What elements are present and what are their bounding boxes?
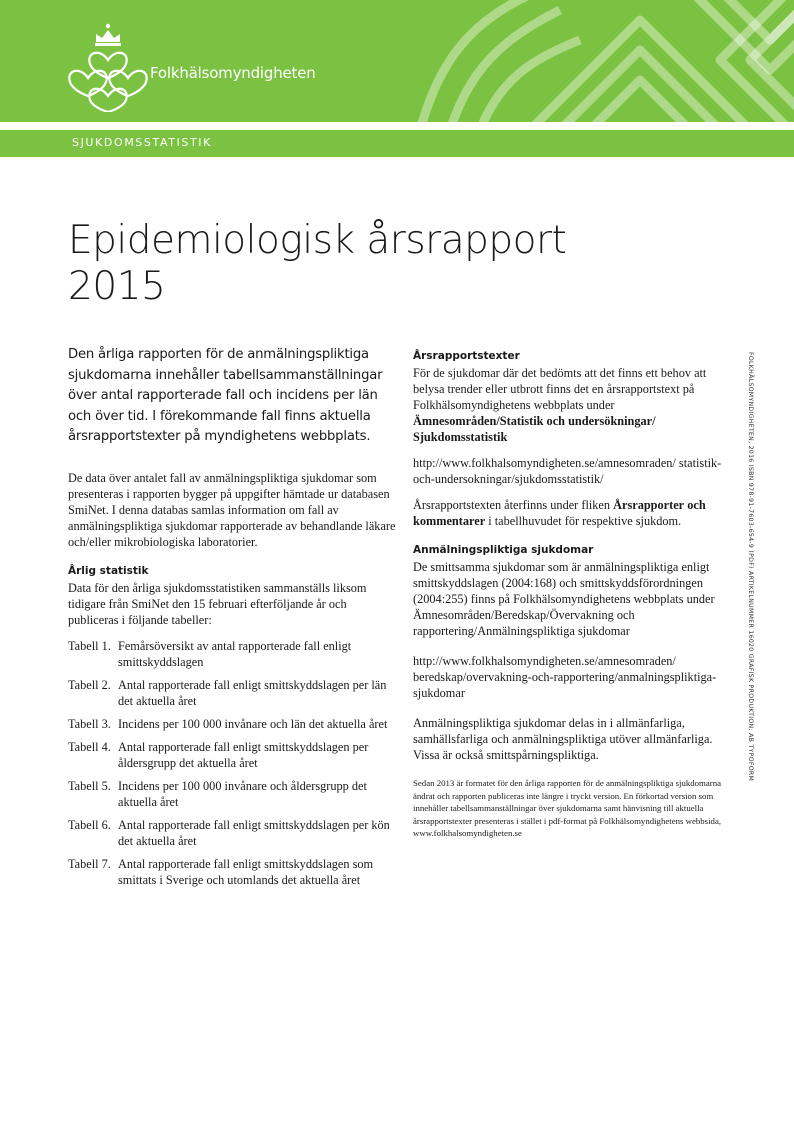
url-link-anmalningspliktiga[interactable]: http://www.folkhalsomyndigheten.se/amnesomraden/ beredskap/overvakning-och-rapportering/anmalningspliktiga-sjukdomar: [413, 654, 717, 700]
table-description: Incidens per 100 000 invånare och län det aktuella året: [118, 716, 388, 731]
tab-paragraph: [413, 497, 731, 529]
table-number: Tabell 7.: [68, 856, 111, 871]
table-description: Incidens per 100 000 invånare och åldersgrupp det aktuella året: [118, 778, 367, 809]
table-number: Tabell 3.: [68, 716, 111, 731]
arsrapport-text: För de sjukdomar där det bedömts att det finns ett behov att belysa trender eller utbrott finns det en årsrapportstext på Folkhälsomyndighetens webbplats under: [413, 366, 707, 412]
left-column: [68, 345, 398, 895]
anm-paragraph: De smittsamma sjukdomar som är anmälningspliktiga enligt smittskyddslagen (2004:168) och smittskyddsförordningen (2004:255) finns på Folkhälsomyndighetens webbplats under Ämnesområden/Beredskap/Övervakning och rapportering/Anmälningspliktiga sjukdomar: [413, 560, 715, 638]
report-title: [68, 218, 668, 310]
org-name: Folkhälsomyndigheten: [150, 64, 316, 82]
table-number: Tabell 2.: [68, 677, 111, 692]
list-item: [68, 778, 398, 810]
list-item: [68, 856, 398, 888]
category-label: SJUKDOMSSTATISTIK: [72, 136, 212, 149]
table-description: Antal rapporterade fall enligt smittskyddslagen som smittats i Sverige och utomlands det aktuella året: [118, 856, 374, 887]
list-item: [68, 638, 398, 670]
url-link-statistik[interactable]: http://www.folkhalsomyndigheten.se/amnesomraden/ statistik-och-undersokningar/sjukdomsstatistik/: [413, 456, 722, 486]
format-note: Sedan 2013 är formatet för den årliga rapporten för de anmälningspliktiga sjukdomarna ändrat och rapporten publiceras inte längre i tryckt version. En förkortad version som innehåller tabellsammanställningar över sjukdomarna samt hänvisning till aktuella årsrapportstexter presenteras i stället i pdf-format på Folkhälsomyndighetens webbsida, www.folkhalsomyndigheten.se: [413, 778, 722, 838]
table-list: [68, 638, 398, 888]
lead-paragraph: Den årliga rapporten för de anmälningspliktiga sjukdomarna innehåller tabellsammanställningar över antal rapporterade fall och incidens per län och över tid. I förekommande fall finns aktuella årsrapportstexter på myndighetens webbplats.: [68, 347, 383, 444]
table-description: Femårsöversikt av antal rapporterade fall enligt smittskyddslagen: [118, 638, 352, 669]
report-title-line1: Epidemiologisk årsrapport: [68, 218, 567, 263]
crown-heart-logo-icon: [66, 20, 150, 112]
list-item: [68, 817, 398, 849]
table-description: Antal rapporterade fall enligt smittskyddslagen per kön det aktuella året: [118, 817, 390, 848]
intro-paragraph: De data över antalet fall av anmälningspliktiga sjukdomar som presenteras i rapporten bygger på uppgifter hämtade ur databasen SmiNet. I denna databas samlas information om fall av anmälningspliktiga sjukdomar rapporterade av behandlande läkare och/eller mikrobiologiska laboratorier.: [68, 470, 396, 549]
table-description: Antal rapporterade fall enligt smittskyddslagen per åldersgrupp det aktuella året: [118, 739, 369, 770]
report-title-line2: 2015: [68, 264, 166, 309]
list-item: [68, 739, 398, 771]
table-description: Antal rapporterade fall enligt smittskyddslagen per län det aktuella året: [118, 677, 387, 708]
tab-text-before: Årsrapportstexten återfinns under fliken: [413, 498, 611, 512]
arsrapport-path: Ämnesområden/Statistik och undersökningar/ Sjukdomsstatistik: [413, 414, 656, 444]
list-item: [68, 716, 398, 732]
list-item: [68, 677, 398, 709]
header-divider: [0, 122, 794, 130]
table-number: Tabell 1.: [68, 638, 111, 653]
colophon-text: FOLKHÄLSOMYNDIGHETEN, 2016 ISBN 978-91-7603-654-9 (PDF) ARTIKELNUMMER 16020 GRAFISK PRODUKTION: AB TYPOFORM: [747, 352, 754, 782]
side-colophon: [742, 352, 756, 802]
anm-paragraph-2: Anmälningspliktiga sjukdomar delas in i allmänfarliga, samhällsfarliga och anmälningspliktiga utöver allmänfarliga. Vissa är också smittspårningspliktiga.: [413, 716, 713, 762]
tab-text-after: i tabellhuvudet för respektive sjukdom.: [488, 514, 682, 528]
table-number: Tabell 4.: [68, 739, 111, 754]
tab-bold-kommentarer: och kommentarer: [413, 498, 706, 528]
stat-paragraph: Data för den årliga sjukdomsstatistiken sammanställs liksom tidigare från SmiNet den 15 februari efterföljande år och publiceras i följande tabeller:: [68, 580, 367, 627]
anm-heading: Anmälningspliktiga sjukdomar: [413, 544, 594, 556]
table-number: Tabell 5.: [68, 778, 111, 793]
stat-heading: Årlig statistik: [68, 564, 149, 577]
table-number: Tabell 6.: [68, 817, 111, 832]
header-banner: [0, 0, 794, 122]
tab-bold-arsrapporter: Årsrapporter: [613, 498, 685, 512]
arsrapport-heading: Årsrapportstexter: [413, 350, 520, 362]
arsrapport-paragraph: [413, 365, 731, 445]
right-column: [413, 345, 731, 840]
